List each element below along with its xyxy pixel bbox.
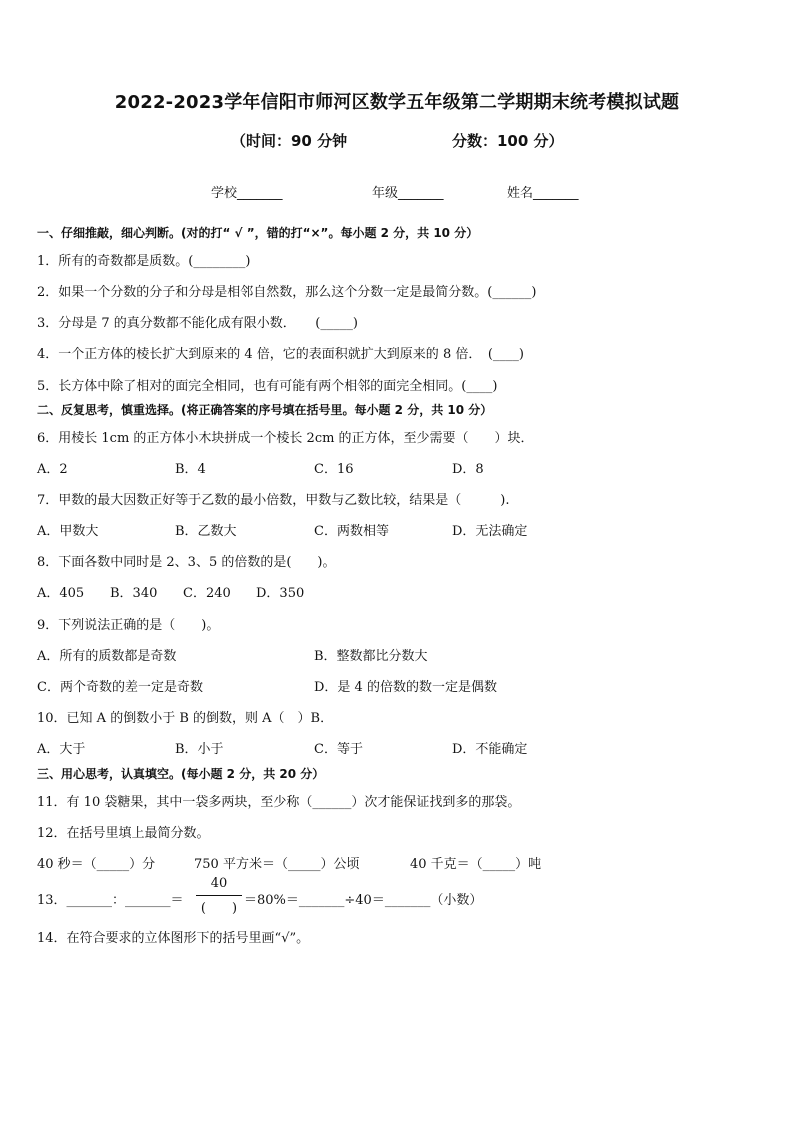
q10-option-d: D．不能确定 (452, 742, 528, 757)
q6-option-a: A．2 (37, 462, 68, 477)
q7-option-d: D．无法确定 (452, 524, 528, 539)
question-3: 3．分母是 7 的真分数都不能化成有限小数． (_____) (37, 316, 358, 331)
q10-option-b: B．小于 (175, 742, 224, 757)
question-7: 7．甲数的最大因数正好等于乙数的最小倍数，甲数与乙数比较，结果是（ ). (37, 493, 510, 508)
q6-option-c: C．16 (314, 462, 354, 477)
exam-score: 分数：100 分） (452, 132, 564, 150)
q12-part-3: 40 千克＝（_____）吨 (410, 857, 542, 872)
q12-part-2: 750 平方米＝（_____）公顷 (194, 857, 360, 872)
school-field: 学校_______ (211, 186, 283, 201)
q8-option-c: C．240 (183, 586, 231, 601)
question-6: 6．用棱长 1cm 的正方体小木块拼成一个棱长 2cm 的正方体，至少需要（ ）块． (37, 431, 534, 446)
question-12: 12．在括号里填上最简分数。 (37, 826, 210, 841)
question-11: 11．有 10 袋糖果，其中一袋多两块，至少称（______）次才能保证找到多的那袋。 (37, 795, 521, 810)
question-13-right: ＝80%＝_______÷40＝_______（小数） (244, 893, 483, 908)
question-9: 9．下列说法正确的是（ )。 (37, 618, 220, 633)
question-2: 2．如果一个分数的分子和分母是相邻自然数，那么这个分数一定是最简分数。(______) (37, 285, 537, 300)
q8-option-b: B．340 (110, 586, 158, 601)
q9-option-d: D．是 4 的倍数的数一定是偶数 (314, 680, 497, 695)
grade-field: 年级_______ (372, 186, 444, 201)
q10-option-a: A．大于 (37, 742, 86, 757)
q10-option-c: C．等于 (314, 742, 363, 757)
q7-option-a: A．甲数大 (37, 524, 99, 539)
question-1: 1．所有的奇数都是质数。(________) (37, 254, 251, 269)
q8-option-a: A．405 (37, 586, 85, 601)
question-5: 5．长方体中除了相对的面完全相同，也有可能有两个相邻的面完全相同。(____) (37, 379, 498, 394)
q13-numerator: 40 (210, 876, 228, 891)
section-2-heading: 二、反复思考，慎重选择。(将正确答案的序号填在括号里。每小题 2 分，共 10 分） (37, 403, 493, 417)
section-3-heading: 三、用心思考，认真填空。(每小题 2 分，共 20 分） (37, 767, 325, 781)
q6-option-d: D．8 (452, 462, 484, 477)
q7-option-c: C．两数相等 (314, 524, 389, 539)
exam-time: （时间：90 分钟 (231, 132, 348, 150)
q13-denominator: ( ) (200, 901, 238, 916)
question-14: 14．在符合要求的立体图形下的括号里画“√”。 (37, 931, 310, 946)
q7-option-b: B．乙数大 (175, 524, 237, 539)
q13-fraction (196, 876, 242, 916)
question-8: 8．下面各数中同时是 2、3、5 的倍数的是( )。 (37, 555, 336, 570)
question-13-left: 13．_______：_______＝ (37, 893, 184, 908)
q9-option-c: C．两个奇数的差一定是奇数 (37, 680, 203, 695)
q6-option-b: B．4 (175, 462, 206, 477)
q12-part-1: 40 秒＝（_____）分 (37, 857, 156, 872)
page-title: 2022-2023学年信阳市师河区数学五年级第二学期期末统考模拟试题 (114, 92, 680, 113)
question-4: 4．一个正方体的棱长扩大到原来的 4 倍，它的表面积就扩大到原来的 8 倍． (____) (37, 347, 524, 362)
fraction-bar (196, 895, 242, 896)
section-1-heading: 一、仔细推敲，细心判断。(对的打“ √ ”，错的打“×”。每小题 2 分，共 10 分） (37, 226, 479, 240)
q9-option-a: A．所有的质数都是奇数 (37, 649, 177, 664)
name-field: 姓名_______ (507, 186, 579, 201)
q8-option-d: D．350 (256, 586, 305, 601)
question-10: 10．已知 A 的倒数小于 B 的倒数，则 A（ ）B． (37, 711, 334, 726)
q9-option-b: B．整数都比分数大 (314, 649, 428, 664)
